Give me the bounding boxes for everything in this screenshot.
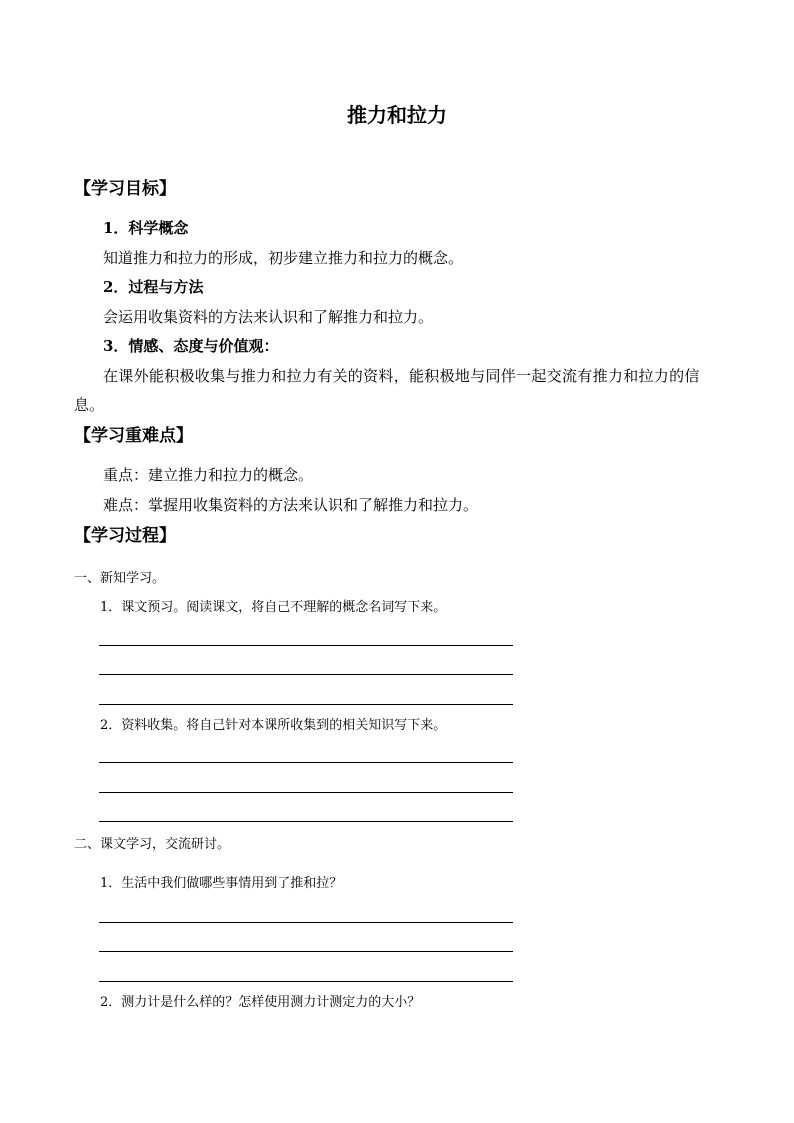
- objective-text-method: 会运用收集资料的方法来认识和了解推力和拉力。: [103, 308, 434, 326]
- key-point-difficulty: 难点：掌握用收集资料的方法来认识和了解推力和拉力。: [103, 496, 479, 514]
- objective-text-concept: 知道推力和拉力的形成，初步建立推力和拉力的概念。: [103, 249, 464, 267]
- answer-line[interactable]: [99, 951, 513, 952]
- answer-line[interactable]: [99, 762, 513, 763]
- answer-line[interactable]: [99, 674, 513, 675]
- key-points-heading: 【学习重难点】: [74, 426, 193, 446]
- answer-line[interactable]: [99, 704, 513, 705]
- answer-line[interactable]: [99, 981, 513, 982]
- part2-heading: 二、课文学习，交流研讨。: [74, 837, 231, 852]
- part1-question-1: 1．课文预习。阅读课文，将自己不理解的概念名词写下来。: [100, 600, 447, 615]
- answer-line[interactable]: [99, 792, 513, 793]
- objective-text-attitude: 在课外能积极收集与推力和拉力有关的资料，能积极地与同伴一起交流有推力和拉力的信: [103, 367, 700, 385]
- objective-label-concept: 1．科学概念: [103, 219, 189, 237]
- objective-text-attitude-cont: 息。: [74, 396, 105, 414]
- page-title: 推力和拉力: [347, 103, 447, 127]
- answer-line[interactable]: [99, 645, 513, 646]
- part1-question-2: 2．资料收集。将自己针对本课所收集到的相关知识写下来。: [100, 718, 447, 733]
- key-point-focus: 重点：建立推力和拉力的概念。: [103, 466, 314, 484]
- objective-label-method: 2．过程与方法: [103, 278, 204, 296]
- objectives-heading: 【学习目标】: [74, 179, 176, 199]
- objective-label-attitude: 3．情感、态度与价值观：: [103, 337, 279, 355]
- answer-line[interactable]: [99, 821, 513, 822]
- part2-question-1: 1．生活中我们做哪些事情用到了推和拉？: [100, 876, 343, 891]
- answer-line[interactable]: [99, 922, 513, 923]
- part1-heading: 一、新知学习。: [74, 571, 166, 586]
- part2-question-2: 2．测力计是什么样的？怎样使用测力计测定力的大小？: [100, 995, 421, 1010]
- process-heading: 【学习过程】: [74, 526, 176, 546]
